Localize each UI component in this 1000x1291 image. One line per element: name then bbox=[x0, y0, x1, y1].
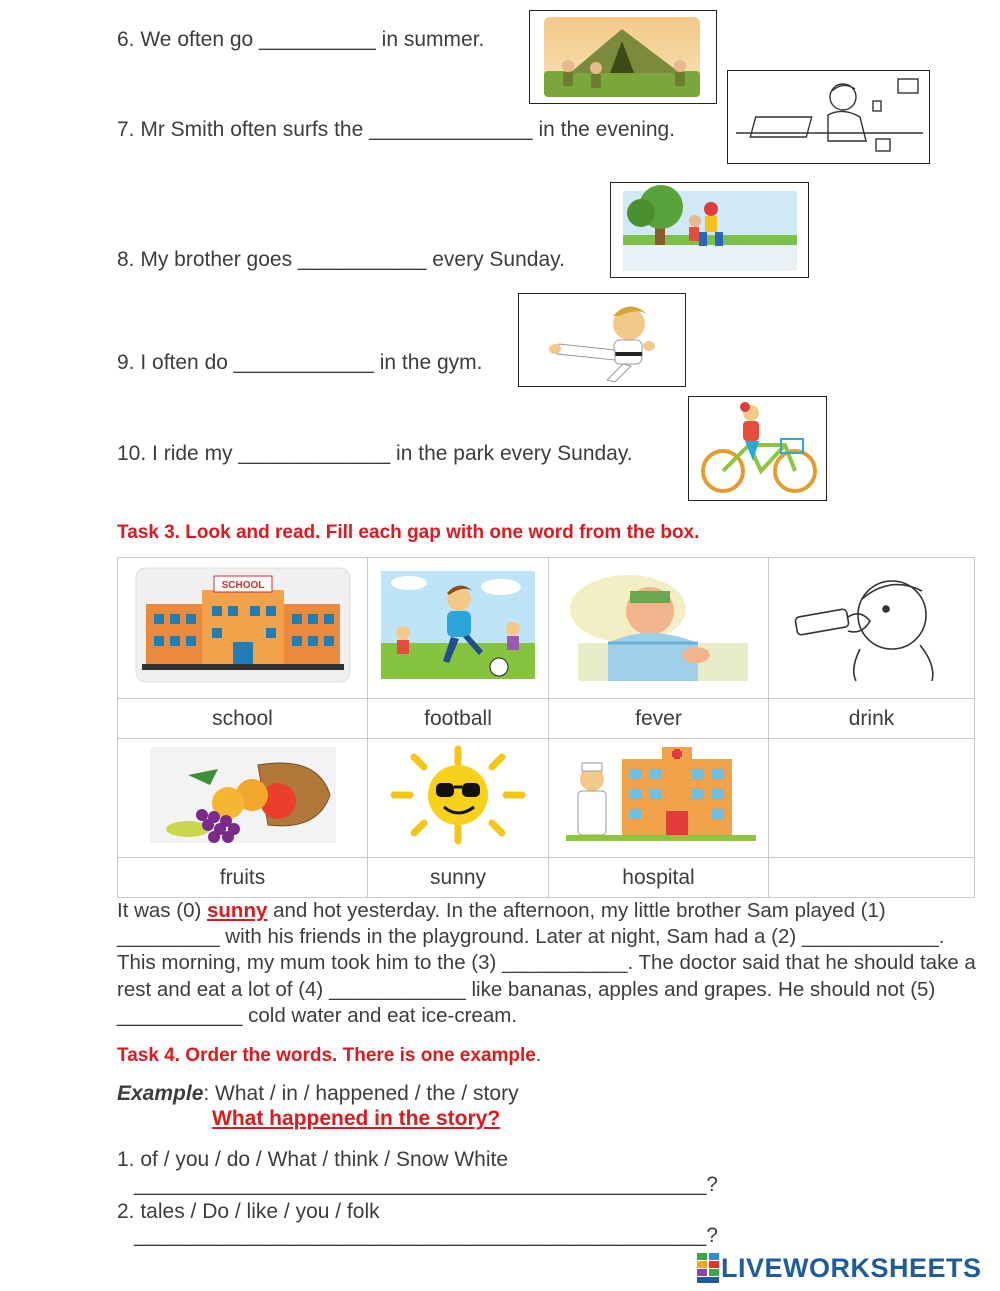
word-sunny: sunny bbox=[368, 858, 549, 898]
question-number: 9. bbox=[117, 351, 135, 374]
man-laptop-picture bbox=[727, 70, 930, 164]
school-picture bbox=[132, 566, 354, 684]
example-line bbox=[117, 1082, 519, 1106]
task-4-title-period: . bbox=[535, 1045, 542, 1066]
sun-picture bbox=[390, 745, 526, 845]
question-8 bbox=[117, 248, 565, 272]
question-number: 7. bbox=[117, 118, 135, 141]
order-item-1-answer-line: _________________________________________________? bbox=[134, 1173, 718, 1196]
example-text: : What / in / happened / the / story bbox=[203, 1082, 519, 1105]
question-10 bbox=[117, 442, 633, 466]
task-4-title-text: Task 4. Order the words. There is one example bbox=[117, 1045, 536, 1066]
task-3-title: Task 3. Look and read. Fill each gap with one word from the box. bbox=[117, 522, 700, 543]
hospital-picture bbox=[562, 745, 756, 845]
word-football: football bbox=[368, 699, 549, 739]
question-text: My brother goes ___________ every Sunday. bbox=[140, 248, 565, 271]
word-hospital: hospital bbox=[549, 858, 769, 898]
drink-picture bbox=[790, 569, 954, 681]
fruits-picture-cell bbox=[118, 739, 368, 858]
question-number: 10. bbox=[117, 442, 147, 465]
karate-picture bbox=[518, 293, 686, 387]
order-item-2-prompt: 2. tales / Do / like / you / folk bbox=[117, 1200, 380, 1223]
example-label: Example bbox=[117, 1082, 204, 1105]
empty-picture-cell bbox=[769, 739, 975, 858]
example-answer: What happened in the story? bbox=[212, 1107, 501, 1130]
sunny-picture-cell bbox=[368, 739, 549, 858]
football-picture bbox=[379, 569, 537, 681]
question-text: I often do ____________ in the gym. bbox=[140, 351, 483, 374]
question-text: Mr Smith often surfs the ______________ in the evening. bbox=[140, 118, 676, 141]
word-box-table bbox=[117, 557, 975, 898]
question-number: 6. bbox=[117, 28, 135, 51]
camping-picture bbox=[529, 10, 717, 104]
question-6 bbox=[117, 28, 484, 52]
fruits-picture bbox=[148, 745, 338, 845]
word-drink: drink bbox=[769, 699, 975, 739]
bicycle-picture bbox=[688, 396, 827, 501]
example-answer-sunny: sunny bbox=[207, 899, 268, 922]
task-4-title bbox=[117, 1045, 541, 1067]
liveworksheets-wordmark: LIVEWORKSHEETS bbox=[721, 1252, 982, 1283]
drink-picture-cell bbox=[769, 558, 975, 699]
football-picture-cell bbox=[368, 558, 549, 699]
empty-word-cell bbox=[769, 858, 975, 898]
question-9 bbox=[117, 351, 482, 375]
word-fruits: fruits bbox=[118, 858, 368, 898]
question-text: We often go __________ in summer. bbox=[140, 28, 485, 51]
story-rest: and hot yesterday. In the afternoon, my little brother Sam played (1) _________ with his friends in the playground. Later at night, Sam had a (2) ____________. This morning, my mum took him to the (3) ___________. The doctor said that he should take a rest and eat a lot of (4) ____________ like bananas, apples and grapes. He should not (5) ___________ cold water and eat ice-cream. bbox=[117, 899, 976, 1027]
story-paragraph bbox=[117, 898, 977, 1029]
liveworksheets-logo bbox=[697, 1253, 982, 1283]
school-sign-text: SCHOOL bbox=[221, 580, 264, 591]
fever-picture bbox=[568, 569, 750, 681]
fever-picture-cell bbox=[549, 558, 769, 699]
order-item-2-answer-line: _________________________________________________? bbox=[134, 1224, 718, 1247]
liveworksheets-mark-icon bbox=[697, 1253, 721, 1283]
word-school: school bbox=[118, 699, 368, 739]
rollerblading-picture bbox=[610, 182, 809, 278]
question-number: 8. bbox=[117, 248, 135, 271]
story-start: It was (0) bbox=[117, 899, 207, 922]
school-picture-cell bbox=[118, 558, 368, 699]
order-item-1-prompt: 1. of / you / do / What / think / Snow White bbox=[117, 1148, 509, 1171]
question-text: I ride my _____________ in the park every Sunday. bbox=[152, 442, 633, 465]
question-7 bbox=[117, 118, 675, 142]
hospital-picture-cell bbox=[549, 739, 769, 858]
word-fever: fever bbox=[549, 699, 769, 739]
